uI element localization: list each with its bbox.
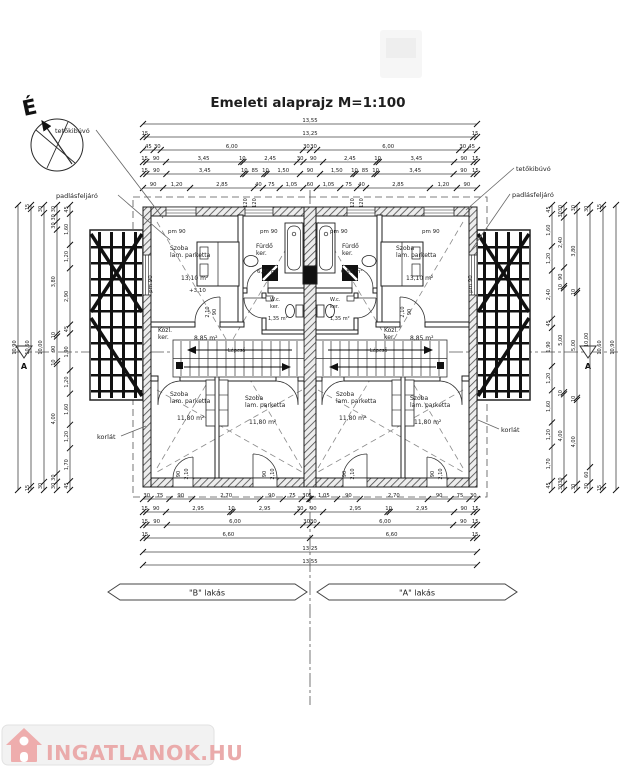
dim-label: 3,45: [409, 168, 422, 175]
plan-label: pm 90: [260, 229, 278, 235]
plan-label: pm 90: [422, 229, 440, 235]
plan-label: 11,80 m²: [177, 415, 205, 422]
dim-label: 10,60: [25, 340, 31, 355]
plan-label: 90: [262, 470, 268, 478]
dim-label: 10: [262, 168, 269, 175]
dim-label: 10,60: [597, 340, 603, 355]
dim-label: 90: [177, 493, 185, 500]
plan-label: 2,10: [270, 468, 276, 480]
dim-label: 6,00: [379, 519, 391, 526]
dim-label: 13,55: [302, 118, 318, 125]
dim-label: 15: [471, 519, 479, 526]
dimension-row: [64, 202, 73, 493]
dim-label: 90: [152, 506, 160, 513]
dim-label: 15: [471, 131, 479, 138]
dim-label: 30: [153, 144, 161, 151]
dim-label: 30: [459, 144, 467, 151]
plan-label: 2,10: [184, 468, 190, 480]
dim-label: 2,90: [64, 290, 70, 303]
dim-label: 1,05: [285, 182, 298, 189]
dim-label: 90: [152, 168, 160, 175]
dim-label: 90: [463, 182, 471, 189]
dim-label: 10: [374, 156, 382, 163]
plan-label: 2,10: [205, 306, 211, 318]
annotation-label: tetőkibúvó: [516, 165, 551, 173]
plan-label: Fürdő ker.: [342, 243, 359, 257]
dimension-row: [140, 131, 480, 140]
dim-label: 30: [51, 222, 57, 229]
dimension-row: [597, 202, 606, 493]
plan-label: 2,10: [350, 468, 356, 480]
dim-label: 3,80: [571, 245, 577, 257]
dim-label: 60: [306, 182, 314, 189]
dim-label: 30: [310, 519, 317, 526]
annotation-label: tetőkibúvó: [55, 127, 90, 135]
dimension-row: [51, 202, 60, 493]
plan-label: 11,80 m²: [414, 419, 442, 426]
dim-label: 30: [38, 205, 44, 213]
dim-label: 1,50: [330, 168, 343, 175]
dim-label: 1,50: [277, 168, 290, 175]
dimension-row: [140, 144, 480, 153]
annotation-label: padlásfeljáró: [512, 191, 554, 199]
dim-label: 1,20: [546, 429, 552, 441]
plan-label: Szoba lam. parketta: [336, 391, 377, 405]
dim-label: 90: [558, 273, 564, 280]
dim-label: 90: [460, 506, 468, 513]
dimension-row: [558, 202, 567, 493]
dim-label: 13,25: [302, 546, 318, 553]
dim-label: 90: [306, 168, 314, 175]
watermark-text: INGATLANOK.HU: [46, 741, 244, 765]
dim-label: 30: [51, 474, 57, 481]
dimension-row: [140, 168, 480, 177]
plan-label: 90: [176, 470, 182, 478]
dim-label: 30: [558, 211, 564, 218]
dim-label: 1,20: [437, 182, 450, 189]
dim-label: 1,60: [64, 223, 70, 235]
banner-apartment-a: [317, 584, 517, 600]
dim-label: 1,90: [64, 346, 70, 358]
dim-label: 85: [251, 168, 259, 175]
plan-label: pm 90: [148, 275, 154, 293]
dim-label: 10: [51, 359, 57, 366]
dimension-row: [140, 118, 480, 127]
plan-label: 90: [407, 308, 413, 316]
dim-label: 2,45: [264, 156, 277, 163]
dim-label: 90: [152, 156, 160, 163]
svg-text:A: A: [584, 362, 592, 371]
dim-label: 6,60: [385, 532, 398, 539]
annotation-label: korlát: [97, 433, 116, 441]
plan-label: 90: [430, 470, 436, 478]
dim-label: 4,00: [51, 413, 57, 425]
dim-label: 6,00: [229, 519, 241, 526]
dim-label: 90: [345, 493, 352, 500]
plan-label: 120: [359, 198, 365, 208]
plan-label: 1,35 m²: [268, 316, 288, 322]
dim-label: 4,00: [558, 430, 564, 442]
dim-label: 15: [597, 203, 603, 211]
dim-label: 30: [558, 477, 564, 484]
dim-label: 30: [303, 144, 310, 151]
plan-label: 120: [243, 198, 249, 208]
dim-label: 1,60: [546, 400, 552, 412]
dim-label: 15: [141, 131, 149, 138]
right-terrace-grid: [477, 230, 530, 400]
dim-label: 30: [584, 205, 590, 213]
dim-label: 45: [546, 482, 552, 489]
dim-label: 15: [141, 532, 149, 539]
dim-label: 10: [51, 331, 57, 339]
section-marker-right: [580, 346, 596, 371]
dim-label: 45: [546, 206, 552, 213]
dim-label: 1,70: [64, 459, 70, 471]
dimension-row: [571, 202, 580, 493]
banner-apartment-b: [108, 584, 307, 600]
dim-label: 4,00: [571, 436, 577, 448]
annotation: [97, 426, 146, 441]
dim-label: 15: [471, 168, 479, 175]
dim-label: 1,20: [64, 376, 70, 388]
dim-label: 10: [558, 283, 564, 291]
dim-label: 1,60: [546, 224, 552, 236]
dim-label: 3,80: [51, 276, 57, 288]
dim-label: 1,20: [64, 430, 70, 443]
dim-label: 10: [228, 506, 235, 513]
dim-label: 1,60: [64, 403, 70, 415]
dim-label: 45: [546, 320, 552, 327]
dim-label: 40: [358, 182, 365, 189]
dim-label: 90: [149, 182, 157, 189]
annotation: [478, 420, 520, 434]
plan-label: 6,86 m²: [257, 269, 279, 275]
dim-label: 90: [153, 519, 161, 526]
dim-label: 30: [303, 519, 310, 526]
dim-label: 15: [141, 168, 149, 175]
dim-label: 30: [51, 482, 57, 490]
plan-label: W.c. ker.: [270, 297, 281, 310]
plan-label: 90: [212, 308, 218, 316]
plan-label: 8,85 m²: [194, 335, 218, 342]
dimension-row: [140, 182, 480, 191]
dim-label: 6,00: [382, 144, 395, 151]
dim-label: 2,85: [392, 182, 404, 189]
dim-label: 45: [64, 325, 70, 333]
svg-text:"A" lakás: "A" lakás: [398, 588, 436, 598]
dim-label: 75: [345, 182, 353, 189]
dim-label: 30: [571, 204, 577, 212]
svg-text:A: A: [20, 362, 28, 371]
plan-label: Közl. ker.: [384, 327, 399, 341]
dim-label: 30: [51, 205, 57, 213]
plan-label: pm 90: [468, 275, 474, 293]
dim-label: 10,00: [38, 340, 44, 355]
dim-label: 90: [460, 168, 468, 175]
dim-label: 85: [361, 168, 369, 175]
dim-label: 1,20: [64, 250, 70, 263]
dim-label: 10,90: [12, 340, 18, 355]
dim-label: 10: [571, 288, 577, 296]
dim-label: 15: [25, 484, 31, 492]
dim-label: 15: [25, 203, 31, 211]
dim-label: 13,25: [302, 131, 318, 138]
dim-label: 90: [309, 506, 317, 513]
dim-label: 5,00: [571, 339, 577, 351]
dimension-row: [546, 202, 555, 493]
plan-label: Lépcső: [228, 348, 246, 354]
page-title: Emeleti alaprajz M=1:100: [210, 95, 406, 111]
plan-label: 6,86 m²: [341, 269, 363, 275]
dim-label: 75: [267, 182, 275, 189]
dim-label: 45: [64, 206, 70, 213]
dim-label: 6,00: [225, 144, 238, 151]
dim-label: 15: [471, 532, 479, 539]
plan-label: Fürdő ker.: [256, 243, 273, 257]
dim-label: 90: [459, 519, 467, 526]
dim-label: 3,45: [198, 168, 211, 175]
dim-label: 1,05: [317, 493, 330, 500]
faint-watermark: [380, 30, 422, 78]
dim-label: 10: [238, 156, 246, 163]
plan-label: Szoba lam. parketta: [410, 395, 451, 409]
plan-label: Közl. ker.: [158, 327, 173, 341]
dim-label: 1,20: [546, 252, 552, 264]
plan-label: pm 90: [168, 229, 186, 235]
dim-label: 30: [469, 493, 477, 500]
dim-label: 10,90: [610, 340, 616, 355]
dim-label: 30: [38, 482, 44, 490]
dim-label: 13,55: [302, 559, 318, 566]
dim-label: 15: [597, 484, 603, 492]
dim-label: 30: [584, 482, 590, 490]
plan-label: Szoba lam. parketta: [170, 245, 211, 259]
plan-label: 11,80 m²: [249, 419, 277, 426]
dimension-row: [25, 202, 34, 493]
dimension-row: [610, 202, 619, 493]
dim-label: 30: [143, 493, 151, 500]
plan-label: Lépcső: [370, 348, 388, 354]
dim-label: 2,70: [220, 493, 233, 500]
plan-label: +3,10: [189, 288, 206, 294]
plan-label: 120: [350, 198, 356, 208]
dim-label: 75: [456, 493, 464, 500]
north-label: É: [20, 94, 40, 121]
dim-label: 10,00: [584, 332, 590, 348]
dim-label: 30: [296, 506, 304, 513]
plan-label: 1,35 m²: [330, 316, 350, 322]
dimension-row: [38, 202, 47, 493]
dim-label: 30: [296, 156, 304, 163]
dim-label: 10: [558, 390, 564, 397]
dim-label: 1,20: [170, 182, 183, 189]
dim-label: 10: [351, 168, 358, 175]
dim-label: 15: [141, 519, 149, 526]
dim-label: 2,95: [349, 506, 362, 513]
dim-label: 10: [240, 168, 248, 175]
dim-label: 2,40: [558, 236, 564, 249]
plan-label: 120: [252, 198, 258, 208]
dim-label: 10: [372, 168, 380, 175]
dim-label: 2,95: [192, 506, 205, 513]
dim-label: 30: [302, 493, 309, 500]
dim-label: 15: [471, 506, 479, 513]
plan-label: 2,10: [438, 468, 444, 480]
dim-label: 2,85: [216, 182, 228, 189]
dim-label: 45: [468, 144, 476, 151]
dim-label: 2,40: [546, 289, 552, 301]
dim-label: 45: [64, 482, 70, 489]
plan-label: Szoba lam. parketta: [170, 391, 211, 405]
dim-label: 30: [51, 214, 57, 221]
plan-label: 11,80 m²: [339, 415, 367, 422]
dim-label: 30: [571, 483, 577, 491]
dim-label: 5,00: [558, 334, 564, 346]
dim-label: 2,95: [415, 506, 428, 513]
dim-label: 3,45: [197, 156, 210, 163]
dim-label: 2,70: [387, 493, 400, 500]
dim-label: 90: [309, 156, 317, 163]
dim-label: 90: [435, 493, 443, 500]
svg-text:"B" lakás: "B" lakás: [188, 588, 226, 598]
dim-label: 15: [141, 156, 149, 163]
dim-label: 6,60: [222, 532, 235, 539]
dim-label: 1,20: [546, 372, 552, 384]
dim-label: 90: [460, 156, 468, 163]
dim-label: 1,70: [546, 458, 552, 470]
plan-label: Szoba lam. parketta: [245, 395, 286, 409]
apartment-b-interior: [143, 207, 304, 487]
left-terrace-grid: [90, 230, 143, 400]
plan-label: 90: [342, 470, 348, 478]
plan-label: Szoba lam. parketta: [396, 245, 437, 259]
dim-label: 30: [558, 483, 564, 491]
dimension-row: [140, 519, 480, 528]
dim-label: 75: [288, 493, 296, 500]
dim-label: 2,45: [343, 156, 356, 163]
plan-label: 13,10 m²: [406, 275, 434, 282]
dim-label: 15: [141, 506, 149, 513]
dim-label: 30: [310, 144, 317, 151]
plan-label: pm 90: [330, 229, 348, 235]
dim-label: 15: [471, 156, 479, 163]
plan-label: 2,10: [400, 306, 406, 318]
dim-label: 90: [268, 493, 275, 500]
dim-label: 90: [51, 345, 57, 353]
dim-label: 10: [571, 395, 577, 403]
plan-label: 13,10 m²: [181, 275, 209, 282]
dim-label: 45: [144, 144, 152, 151]
dim-label: 75: [156, 493, 164, 500]
dimension-row: [140, 156, 480, 165]
annotation-label: padlásfeljáró: [56, 192, 98, 200]
dim-label: 1,90: [546, 341, 552, 353]
dim-label: 2,95: [258, 506, 271, 513]
plan-label: 8,85 m²: [410, 335, 434, 342]
dim-label: 60: [584, 471, 590, 478]
dim-label: 5: [308, 493, 312, 500]
dim-label: 30: [558, 204, 564, 212]
annotation-label: korlát: [501, 426, 520, 434]
plan-label: W.c. ker.: [330, 297, 341, 310]
dim-label: 10: [385, 506, 392, 513]
watermark-bar: [2, 725, 243, 765]
dim-label: 3,45: [410, 156, 423, 163]
dim-label: 1,05: [322, 182, 335, 189]
dim-label: 40: [255, 182, 262, 189]
